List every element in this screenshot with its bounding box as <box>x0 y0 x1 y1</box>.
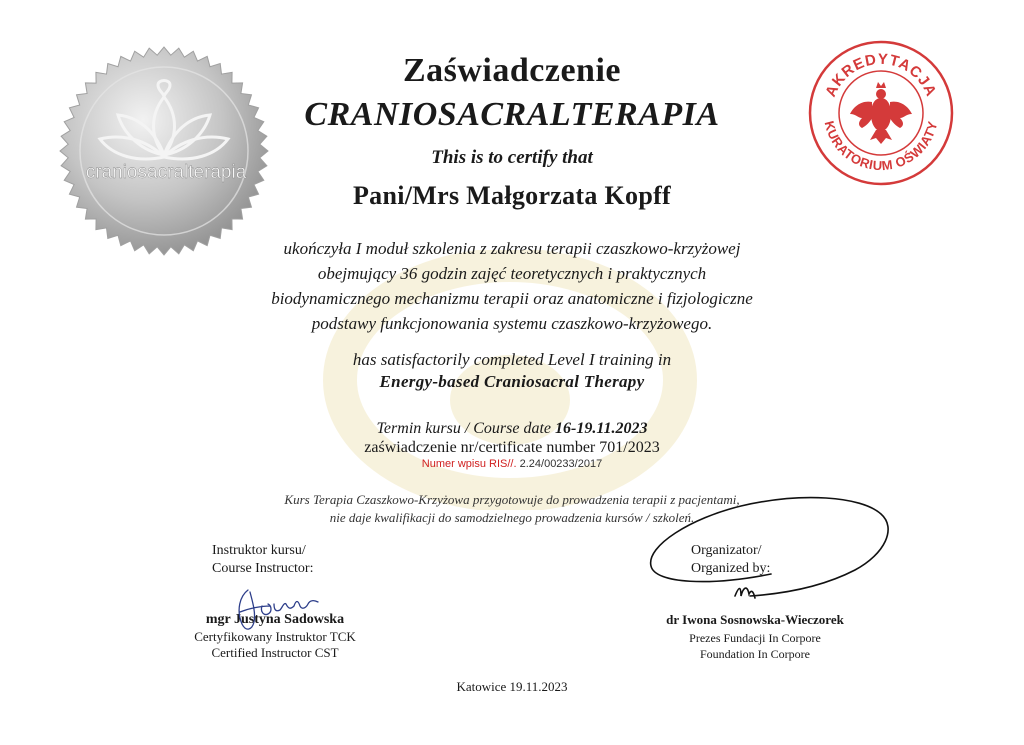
polish-paragraph-line: ukończyła I moduł szkolenia z zakresu terapii czaszkowo-krzyżowej <box>283 239 741 258</box>
instructor-label-en: Course Instructor: <box>212 561 314 576</box>
certificate-title: Zaświadczenie <box>402 52 622 89</box>
stamp-top-text: AKREDYTACJA <box>822 50 940 100</box>
instructor-label <box>212 542 313 578</box>
recipient-name: Pani/Mrs Małgorzata Kopff <box>353 181 671 210</box>
organizer-signature <box>640 478 900 633</box>
certify-line: This is to certify that <box>431 147 593 168</box>
ris-label: Numer wpisu RIS//. <box>421 458 517 470</box>
organizer-role-en: Foundation In Corpore <box>700 647 810 661</box>
course-date <box>0 420 1024 438</box>
course-date-value: 16-19.11.2023 <box>555 420 648 437</box>
instructor-name: mgr Justyna Sadowska <box>205 612 345 627</box>
ris-number <box>0 458 1024 470</box>
certificate-subtitle: CRANIOSACRALTERAPIA <box>304 96 720 133</box>
instructor-role-en: Certified Instructor CST <box>211 645 339 660</box>
instructor-role-pl: Certyfikowany Instruktor TCK <box>194 629 356 644</box>
place-date: Katowice 19.11.2023 <box>456 679 568 694</box>
polish-paragraph-line: obejmujący 36 godzin zajęć teoretycznych i praktycznych <box>317 264 707 283</box>
english-completion-line: has satisfactorily completed Level I training in <box>352 350 672 369</box>
instructor-signature <box>226 582 336 642</box>
instructor-label-pl: Instruktor kursu/ <box>212 543 306 558</box>
course-note-line: Kurs Terapia Czaszkowo-Krzyżowa przygotowuje do prowadzenia terapii z pacjentami, <box>284 492 740 507</box>
stamp-bottom-text: KURATORIUM OŚWIATY <box>821 119 941 174</box>
polish-paragraph-line: biodynamicznego mechanizmu terapii oraz anatomiczne i fizjologiczne <box>271 289 753 308</box>
polish-paragraph-line: podstawy funkcjonowania systemu czaszkowo-krzyżowego. <box>311 314 713 333</box>
organizer-label-en: Organized by: <box>691 561 771 576</box>
organizer-role-pl: Prezes Fundacji In Corpore <box>689 631 821 645</box>
course-date-label: Termin kursu / Course date <box>376 420 552 437</box>
organizer-label-pl: Organizator/ <box>691 543 762 558</box>
organizer-name: dr Iwona Sosnowska-Wieczorek <box>666 612 844 627</box>
course-name: Energy-based Craniosacral Therapy <box>379 372 645 391</box>
certificate-number: zaświadczenie nr/certificate number 701/2023 <box>364 439 660 456</box>
seal-text: craniosacralterapia <box>85 162 247 183</box>
ris-value: 2.24/00233/2017 <box>519 458 603 470</box>
course-note-line: nie daje kwalifikacji do samodzielnego prowadzenia kursów / szkoleń. <box>329 510 695 525</box>
